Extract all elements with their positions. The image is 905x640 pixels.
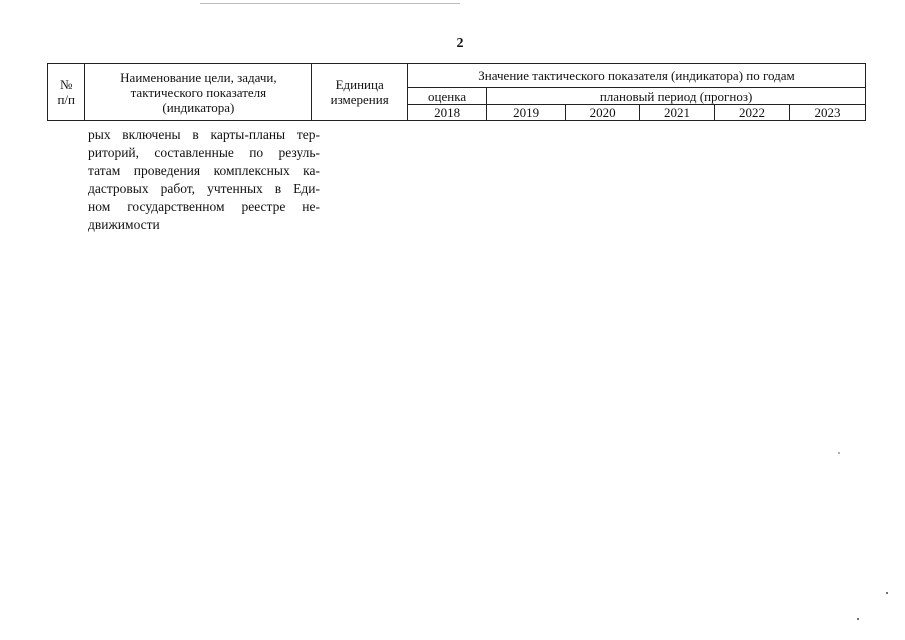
header-unit-cell [312,64,408,121]
header-name-line-1: Наименование цели, задачи, [120,69,277,85]
header-planned-period: плановый период (прогноз) [487,88,866,105]
header-number-cell [48,64,85,121]
indicator-header-table [47,63,866,121]
text-line-1: рых включены в карты-планы тер- [88,127,320,142]
header-unit-line-2: измерения [330,92,389,107]
scan-speck [857,618,859,620]
text-line-4: дастровых работ, учтенных в Еди- [88,181,320,196]
year-cell-2022: 2022 [714,105,789,121]
header-values-title: Значение тактического показателя (индикатора) по годам [408,64,866,88]
year-cell-2023: 2023 [789,105,865,121]
header-name-line-3: (индикатора) [162,99,235,115]
text-line-3: татам проведения комплексных ка- [88,163,320,178]
page-number: 2 [456,36,464,51]
header-unit-line-1: Единица [335,77,384,92]
header-name-cell [85,64,312,121]
continued-indicator-text [88,126,320,234]
year-cell-2020: 2020 [566,105,640,121]
year-cell-2018: 2018 [408,105,487,121]
header-estimate-label: оценка [408,88,487,105]
text-line-2: риторий, составленные по резуль- [88,145,320,160]
header-number-line-1: № [60,77,73,92]
header-name-line-2: тактического показателя [130,84,267,100]
text-line-6: движимости [88,217,160,232]
scan-speck [886,592,888,594]
header-number-line-2: п/п [57,92,75,107]
scan-artifact-line [200,3,460,4]
year-cell-2019: 2019 [487,105,566,121]
year-cell-2021: 2021 [640,105,715,121]
scan-speck [838,452,840,454]
text-line-5: ном государственном реестре не- [88,199,320,214]
